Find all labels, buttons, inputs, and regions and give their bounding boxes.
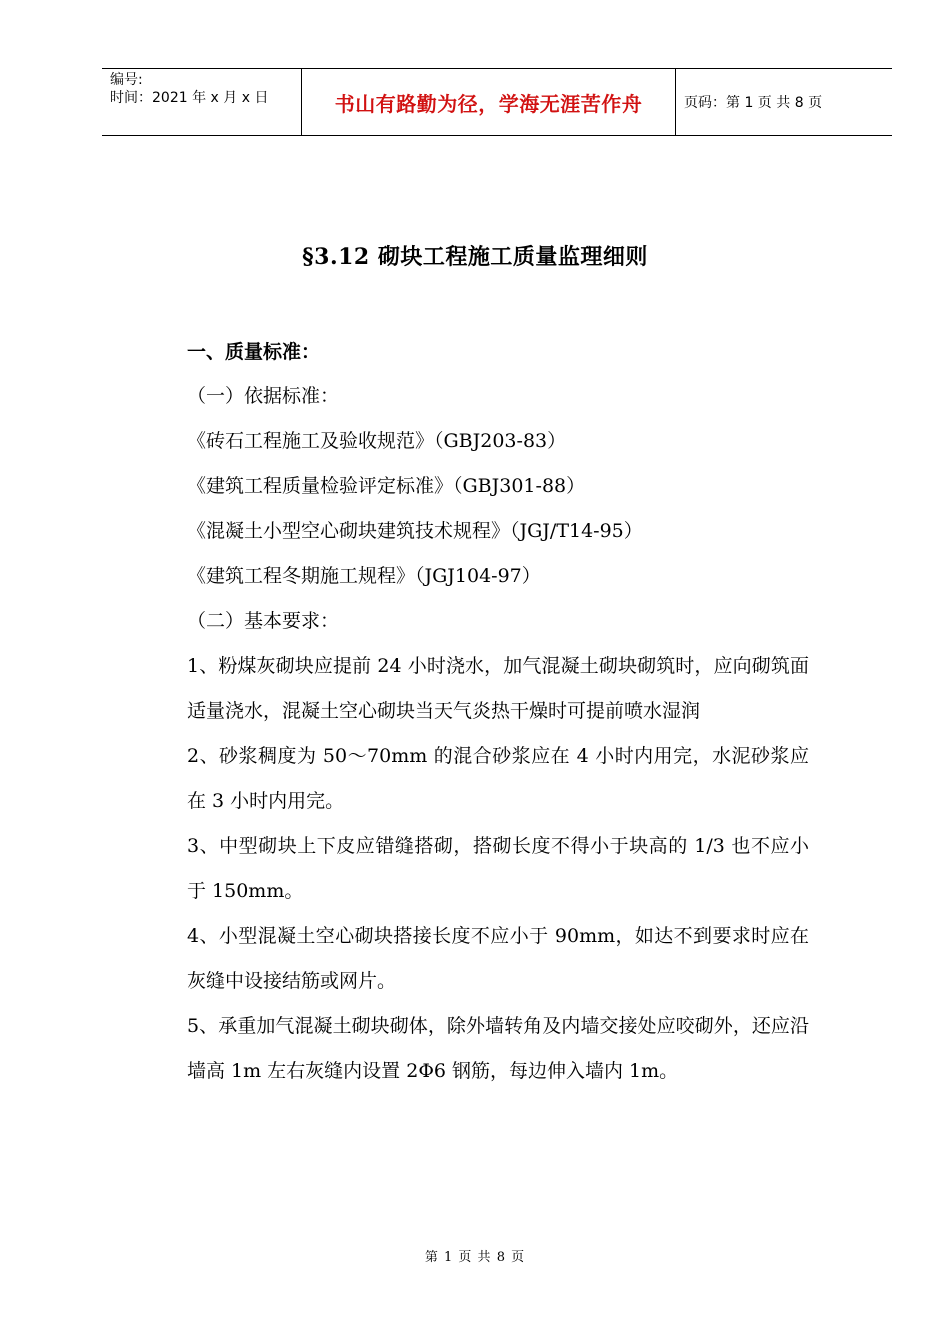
subsection-heading-basic-requirements: （二）基本要求： [187,610,340,632]
requirement-item: 1、粉煤灰砌块应提前 24 小时浇水，加气混凝土砌块砌筑时，应向砌筑面适量浇水，混凝土空心砌块当天气炎热干燥时可提前喷水湿润 [187,655,809,722]
page-footer: 第 1 页 共 8 页 [424,1250,526,1265]
document-title: §3.12 砌块工程施工质量监理细则 [302,244,648,270]
standard-item: 《砖石工程施工及验收规范》（GBJ203-83） [187,430,567,452]
document-number-label: 编号: [110,72,143,88]
subsection-heading-basis-standards: （一）依据标准： [187,385,340,407]
header-page-cell [676,69,892,135]
section-heading-quality-standards: 一、质量标准： [187,341,321,363]
header-slogan-cell [302,69,676,135]
requirement-item: 2、砂浆稠度为 50～70mm 的混合砂浆应在 4 小时内用完，水泥砂浆应在 3 小时内用完。 [187,745,809,812]
header-slogan: 书山有路勤为径，学海无涯苦作舟 [334,91,643,116]
requirement-item: 5、承重加气混凝土砌块砌体，除外墙转角及内墙交接处应咬砌外，还应沿墙高 1m 左右灰缝内设置 2Φ6 钢筋，每边伸入墙内 1m。 [187,1015,809,1082]
header-page-info: 页码：第 1 页 共 8 页 [684,95,823,111]
standard-item: 《建筑工程质量检验评定标准》（GBJ301-88） [187,475,586,497]
document-body [187,330,809,1094]
requirement-item: 4、小型混凝土空心砌块搭接长度不应小于 90mm，如达不到要求时应在灰缝中设接结筋或网片。 [187,925,809,992]
standard-item: 《建筑工程冬期施工规程》（JGJ104-97） [187,565,541,587]
standard-item: 《混凝土小型空心砌块建筑技术规程》（JGJ/T14-95） [187,520,643,542]
page-header [102,68,892,136]
document-date-label: 时间：2021 年 x 月 x 日 [110,90,269,106]
header-meta-cell [102,69,302,135]
requirement-item: 3、中型砌块上下皮应错缝搭砌，搭砌长度不得小于块高的 1/3 也不应小于 150mm。 [187,835,809,902]
